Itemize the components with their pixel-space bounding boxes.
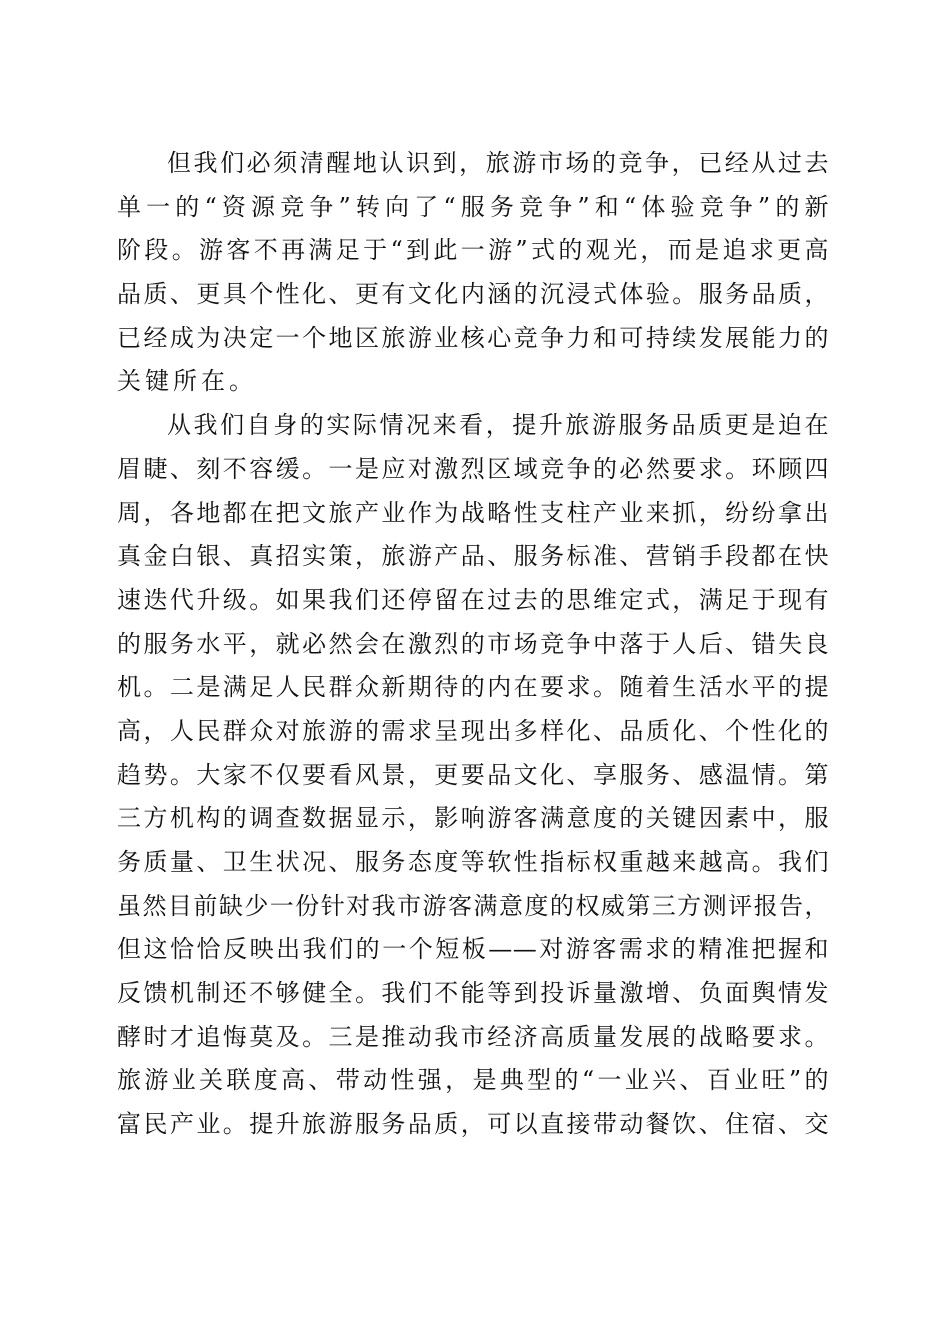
text-line: 关键所在。 xyxy=(117,367,257,396)
text-line: 机。二是满足人民群众新期待的内在要求。随着生活水平的提 xyxy=(117,673,829,702)
text-line: 从我们自身的实际情况来看，提升旅游服务品质更是迫在 xyxy=(167,411,829,440)
text-line: 高，人民群众对旅游的需求呈现出多样化、品质化、个性化的 xyxy=(117,716,829,745)
text-line: 眉睫、刻不容缓。一是应对激烈区域竞争的必然要求。环顾四 xyxy=(117,454,829,483)
text-line: 反馈机制还不够健全。我们不能等到投诉量激增、负面舆情发 xyxy=(117,979,829,1008)
text-line: 旅游业关联度高、带动性强，是典型的“一业兴、百业旺”的 xyxy=(117,1066,829,1095)
text-line: 速迭代升级。如果我们还停留在过去的思维定式，满足于现有 xyxy=(117,585,829,614)
text-line: 真金白银、真招实策，旅游产品、服务标准、营销手段都在快 xyxy=(117,542,829,571)
text-line: 三方机构的调查数据显示，影响游客满意度的关键因素中，服 xyxy=(117,804,829,833)
text-line: 已经成为决定一个地区旅游业核心竞争力和可持续发展能力的 xyxy=(117,323,829,352)
text-line: 富民产业。提升旅游服务品质，可以直接带动餐饮、住宿、交 xyxy=(117,1110,829,1139)
text-line: 阶段。游客不再满足于“到此一游”式的观光，而是追求更高 xyxy=(117,236,829,265)
text-line: 品质、更具个性化、更有文化内涵的沉浸式体验。服务品质， xyxy=(117,280,829,309)
text-line: 周，各地都在把文旅产业作为战略性支柱产业来抓，纷纷拿出 xyxy=(117,498,829,527)
paragraph-urgency xyxy=(117,404,829,1147)
text-line: 的服务水平，就必然会在激烈的市场竞争中落于人后、错失良 xyxy=(117,629,829,658)
text-line: 但这恰恰反映出我们的一个短板——对游客需求的精准把握和 xyxy=(117,935,829,964)
text-line: 酵时才追悔莫及。三是推动我市经济高质量发展的战略要求。 xyxy=(117,1022,829,1051)
text-line: 单一的“资源竞争”转向了“服务竞争”和“体验竞争”的新 xyxy=(117,192,829,221)
paragraph-service-competition xyxy=(117,142,829,404)
text-line: 趋势。大家不仅要看风景，更要品文化、享服务、感温情。第 xyxy=(117,760,829,789)
text-line: 务质量、卫生状况、服务态度等软性指标权重越来越高。我们 xyxy=(117,848,829,876)
text-line: 虽然目前缺少一份针对我市游客满意度的权威第三方测评报告， xyxy=(117,891,829,920)
document-body xyxy=(117,142,829,1147)
text-line: 但我们必须清醒地认识到，旅游市场的竞争，已经从过去 xyxy=(167,149,829,177)
